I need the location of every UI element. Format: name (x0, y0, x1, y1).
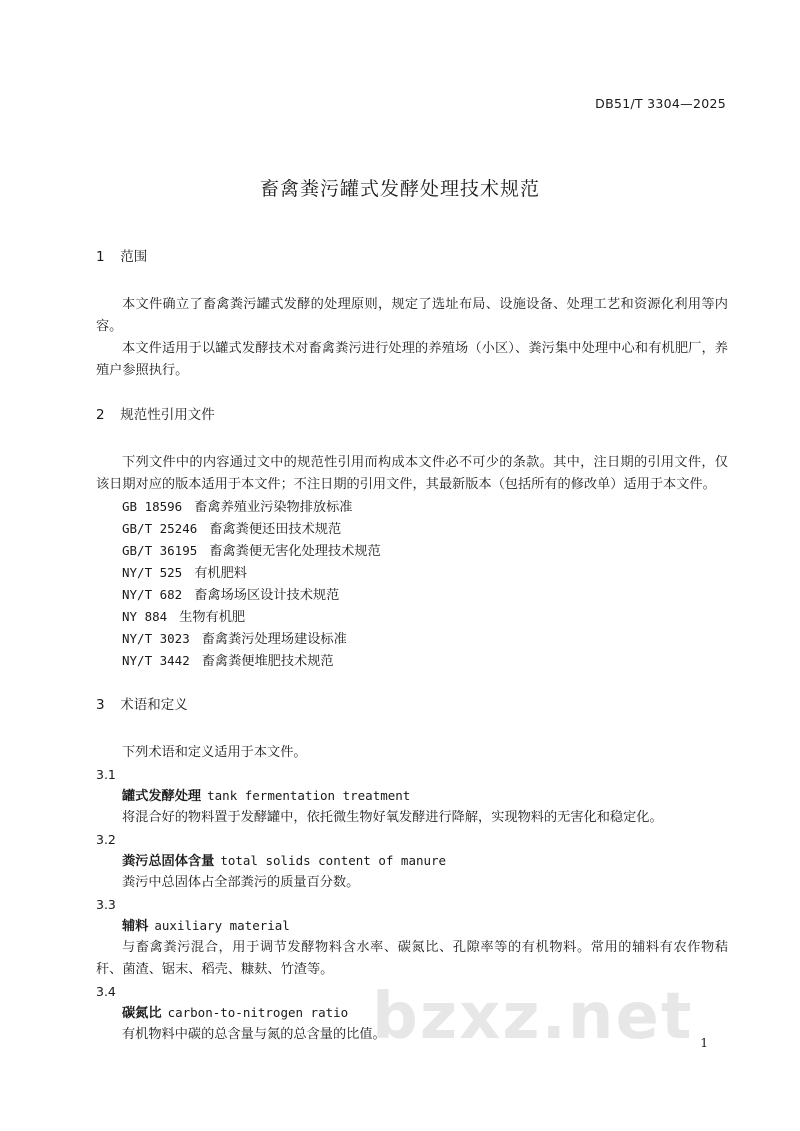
document-title: 畜禽粪污罐式发酵处理技术规范 (259, 178, 540, 200)
term-chinese: 碳氮比 (122, 1006, 162, 1021)
term-chinese: 罐式发酵处理 (122, 789, 202, 804)
reference-title: 畜禽场场区设计技术规范 (194, 588, 340, 603)
paragraph: 本文件适用于以罐式发酵技术对畜禽粪污进行处理的养殖场（小区）、粪污集中处理中心和有机肥厂，养殖户参照执行。 (96, 341, 728, 378)
watermark: bzxz.net (372, 980, 694, 1054)
term-english: auxiliary material (154, 918, 290, 933)
reference-item (96, 606, 728, 628)
term-number: 3.3 (96, 897, 116, 912)
reference-title: 畜禽粪便还田技术规范 (209, 522, 342, 537)
term-chinese: 粪污总固体含量 (122, 854, 215, 869)
term-number: 3.2 (96, 832, 116, 847)
section-number: 1 (96, 249, 105, 265)
reference-item (96, 540, 728, 562)
term-english: tank fermentation treatment (207, 788, 411, 803)
reference-item (96, 650, 728, 672)
reference-title: 畜禽养殖业污染物排放标准 (194, 500, 353, 515)
reference-item (96, 584, 728, 606)
section-number: 3 (96, 697, 105, 713)
section-number: 2 (96, 407, 105, 423)
term-definition: 将混合好的物料置于发酵罐中，依托微生物好氧发酵进行降解，实现物料的无害化和稳定化。 (122, 810, 663, 825)
reference-code: GB/T 36195 (122, 543, 198, 558)
reference-item (96, 562, 728, 584)
reference-code: NY 884 (122, 609, 168, 624)
reference-title: 畜禽粪污处理场建设标准 (201, 632, 347, 647)
reference-code: NY/T 682 (122, 587, 183, 602)
term-english: total solids content of manure (220, 853, 447, 868)
term-number: 3.1 (96, 767, 116, 782)
paragraph: 下列文件中的内容通过文中的规范性引用而构成本文件必不可少的条款。其中，注日期的引用文件，仅该日期对应的版本适用于本文件；不注日期的引用文件，其最新版本（包括所有的修改单）适用于本文件。 (96, 455, 728, 492)
term-english: carbon-to-nitrogen ratio (167, 1005, 349, 1020)
section-title: 规范性引用文件 (120, 407, 215, 423)
standard-code: DB51/T 3304—2025 (595, 96, 726, 111)
term-definition: 与畜禽粪污混合，用于调节发酵物料含水率、碳氮比、孔隙率等的有机物料。常用的辅料有农作物秸秆、菌渣、锯末、稻壳、糠麸、竹渣等。 (96, 940, 728, 977)
term-chinese: 辅料 (122, 919, 149, 934)
reference-title: 生物有机肥 (179, 610, 246, 625)
term-definition: 粪污中总固体占全部粪污的质量百分数。 (122, 875, 360, 890)
term-entry (96, 829, 728, 894)
reference-code: NY/T 525 (122, 565, 183, 580)
reference-item (96, 496, 728, 518)
section-title: 范围 (120, 249, 148, 265)
section-title: 术语和定义 (120, 697, 188, 713)
reference-code: NY/T 3023 (122, 631, 190, 646)
term-entry (96, 894, 728, 981)
reference-code: GB 18596 (122, 499, 183, 514)
document-body (96, 246, 728, 1046)
reference-code: NY/T 3442 (122, 653, 190, 668)
reference-item (96, 518, 728, 540)
term-number: 3.4 (96, 984, 116, 999)
reference-title: 畜禽粪便堆肥技术规范 (201, 654, 334, 669)
term-entry (96, 764, 728, 829)
section-heading-normative-references (96, 404, 728, 426)
paragraph: 下列术语和定义适用于本文件。 (122, 745, 307, 760)
reference-title: 畜禽粪便无害化处理技术规范 (209, 544, 381, 559)
reference-list (96, 496, 728, 672)
reference-code: GB/T 25246 (122, 521, 198, 536)
page-number: 1 (700, 1036, 708, 1050)
term-definition: 有机物料中碳的总含量与氮的总含量的比值。 (122, 1027, 386, 1042)
section-heading-terms (96, 694, 728, 716)
reference-title: 有机肥料 (194, 566, 247, 581)
section-heading-scope (96, 246, 728, 268)
paragraph: 本文件确立了畜禽粪污罐式发酵的处理原则，规定了选址布局、设施设备、处理工艺和资源化利用等内容。 (96, 297, 728, 334)
reference-item (96, 628, 728, 650)
